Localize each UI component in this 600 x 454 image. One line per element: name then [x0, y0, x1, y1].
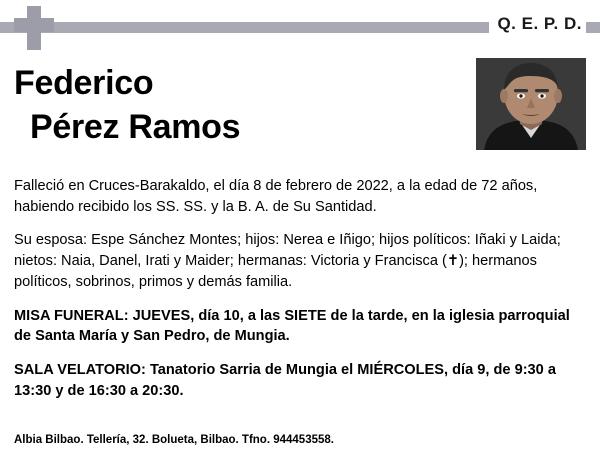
deceased-name	[14, 62, 444, 149]
family-text: Su esposa: Espe Sánchez Montes; hijos: Nerea e Iñigo; hijos políticos: Iñaki y Laida; nietos: Naia, Danel, Irati y Maider; hermanas: Victoria y Francisca (✝); hermanos políticos, sobrinos, primos y demás familia.	[14, 232, 561, 290]
cross-icon	[14, 6, 54, 50]
deceased-last-name: Pérez Ramos	[30, 107, 241, 146]
funeral-mass-text: MISA FUNERAL: JUEVES, día 10, a las SIETE de la tarde, en la iglesia parroquial de Santa María y San Pedro, de Mungia.	[14, 307, 570, 345]
name-row	[0, 54, 600, 172]
wake-room-text: SALA VELATORIO: Tanatorio Sarria de Mungia el MIÉRCOLES, día 9, de 9:30 a 13:30 y de 16:30 a 20:30.	[14, 362, 556, 399]
portrait-photo	[476, 58, 586, 150]
cross-horizontal	[14, 18, 54, 32]
funeral-home-info: Albia Bilbao. Tellería, 32. Bolueta, Bilbao. Tfno. 944453558.	[14, 434, 334, 446]
header-band	[0, 0, 600, 54]
obituary-body	[0, 172, 600, 401]
death-notice-text: Falleció en Cruces-Barakaldo, el día 8 de febrero de 2022, a la edad de 72 años, habiendo recibido los SS. SS. y la B. A. de Su Santidad.	[14, 178, 538, 215]
deceased-first-name: Federico	[14, 64, 154, 102]
qepd-label: Q. E. P. D.	[489, 14, 586, 34]
